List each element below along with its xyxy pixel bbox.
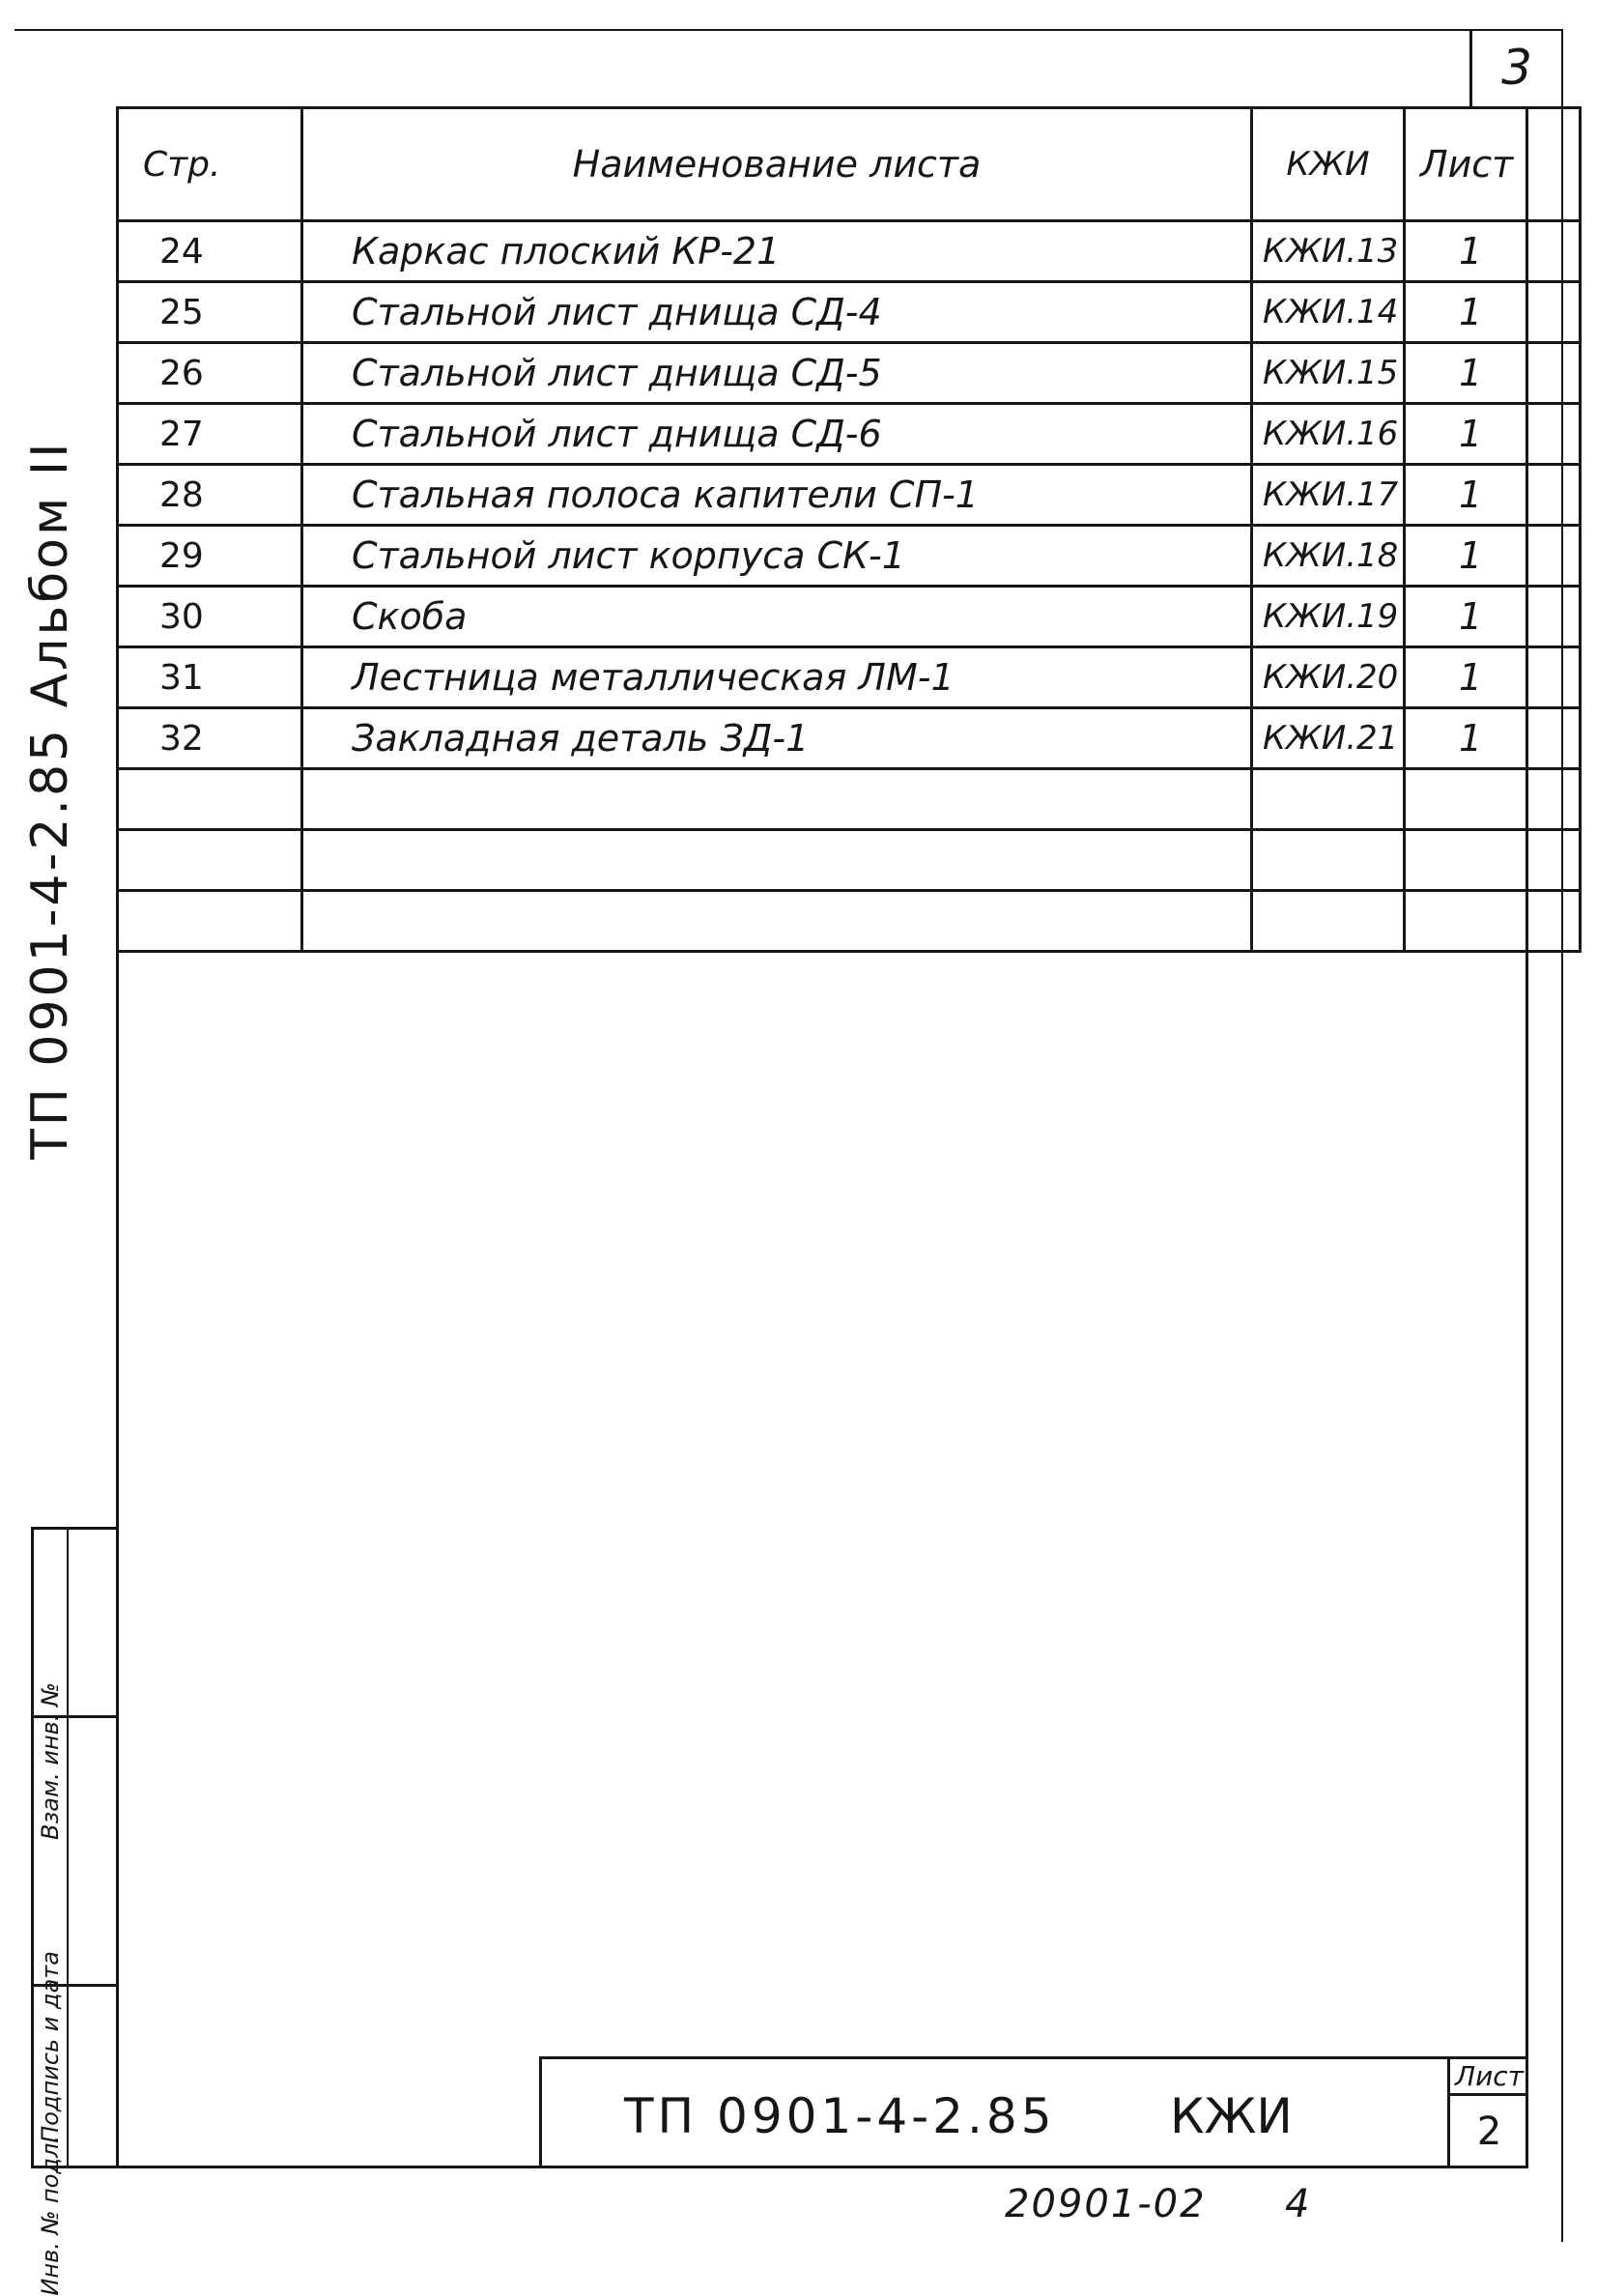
sheet-number-box [1447,2059,1528,2166]
header-page: Стр. [118,108,302,221]
contents-table [116,106,1582,953]
empty-row [118,891,1581,952]
row-code: КЖИ.14 [1252,282,1405,343]
table-row [118,526,1581,587]
empty-cell [1405,830,1581,891]
archive-number: 20901-02 [1005,2182,1207,2226]
empty-cell [1252,769,1405,830]
row-sheet: 1 [1405,404,1581,465]
empty-cell [118,769,302,830]
row-name: Стальной лист днища СД-5 [302,343,1252,404]
row-page: 24 [118,221,302,282]
stamp-inv-original [34,1987,118,2296]
row-page: 26 [118,343,302,404]
table-row [118,282,1581,343]
row-page: 27 [118,404,302,465]
stamp-signature-date [34,1718,118,2143]
table-row [118,404,1581,465]
document-mark: КЖИ [1170,2088,1293,2144]
row-name: Каркас плоский КР-21 [302,221,1252,282]
copy-number: 4 [1285,2182,1310,2226]
header-code: КЖИ [1252,108,1405,221]
sheet-value: 2 [1476,2109,1502,2154]
table-row [118,708,1581,769]
header-sheet: Лист [1405,108,1581,221]
row-page: 30 [118,587,302,647]
empty-cell [1252,891,1405,952]
row-sheet: 1 [1405,647,1581,708]
empty-cell [118,830,302,891]
table-row [118,587,1581,647]
table-row [118,221,1581,282]
stamp-label: Взам. инв. № [37,1682,64,1840]
empty-cell [118,891,302,952]
table-row [118,343,1581,404]
stamp-label: Инв. № подл. [37,2136,64,2296]
row-code: КЖИ.18 [1252,526,1405,587]
row-code: КЖИ.17 [1252,465,1405,526]
empty-cell [302,891,1252,952]
row-name: Скоба [302,587,1252,647]
empty-cell [302,830,1252,891]
row-sheet: 1 [1405,221,1581,282]
empty-cell [1405,769,1581,830]
row-sheet: 1 [1405,465,1581,526]
empty-cell [1405,891,1581,952]
row-page: 25 [118,282,302,343]
row-code: КЖИ.13 [1252,221,1405,282]
row-sheet: 1 [1405,282,1581,343]
row-name: Стальной лист днища СД-4 [302,282,1252,343]
row-name: Стальной лист корпуса СК-1 [302,526,1252,587]
row-page: 32 [118,708,302,769]
row-name: Стальная полоса капители СП-1 [302,465,1252,526]
empty-row [118,769,1581,830]
empty-cell [1252,830,1405,891]
stamp-inv-replacement [34,1530,118,1840]
empty-row [118,830,1581,891]
page-number: 3 [1469,29,1561,106]
row-name: Закладная деталь ЗД-1 [302,708,1252,769]
row-code: КЖИ.19 [1252,587,1405,647]
document-designation: ТП 0901-4-2.85 [624,2088,1056,2144]
row-code: КЖИ.21 [1252,708,1405,769]
row-sheet: 1 [1405,587,1581,647]
stamp-label: Подпись и дата [37,1951,64,2143]
row-code: КЖИ.16 [1252,404,1405,465]
table-header-row [118,108,1581,221]
empty-cell [302,769,1252,830]
row-code: КЖИ.15 [1252,343,1405,404]
row-sheet: 1 [1405,343,1581,404]
approval-stamp-strip [31,1527,118,2296]
title-block [539,2056,1528,2168]
row-sheet: 1 [1405,526,1581,587]
row-page: 31 [118,647,302,708]
sheet-label: Лист [1450,2059,1528,2096]
row-name: Лестница металлическая ЛМ-1 [302,647,1252,708]
row-page: 29 [118,526,302,587]
row-sheet: 1 [1405,708,1581,769]
header-name: Наименование листа [302,108,1252,221]
table-row [118,647,1581,708]
album-title: ТП 0901-4-2.85 Альбом II [21,440,79,1160]
row-code: КЖИ.20 [1252,647,1405,708]
row-page: 28 [118,465,302,526]
table-row [118,465,1581,526]
row-name: Стальной лист днища СД-6 [302,404,1252,465]
sheet-top-edge [14,29,1562,31]
